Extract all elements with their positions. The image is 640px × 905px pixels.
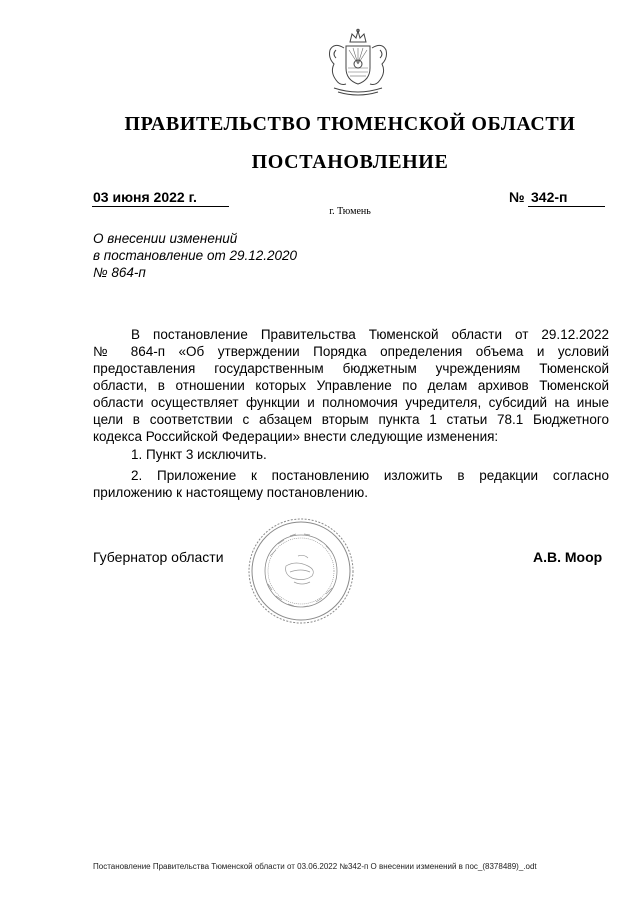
number-sign: № <box>509 189 525 205</box>
government-title: ПРАВИТЕЛЬСТВО ТЮМЕНСКОЙ ОБЛАСТИ <box>124 113 576 135</box>
paragraph-line: предоставления государственным бюджетным учреждениям Тюменской <box>93 361 609 376</box>
document-date: 03 июня 2022 г. <box>93 189 197 205</box>
coat-of-arms-icon <box>316 28 400 98</box>
city-name: г. Тюмень <box>329 206 371 217</box>
list-item-2 <box>93 467 609 501</box>
subject-line: О внесении изменений <box>93 231 238 246</box>
list-item-1: 1. Пункт 3 исключить. <box>131 447 267 462</box>
paragraph-line: В постановление Правительства Тюменской области от 29.12.2022 <box>131 327 609 342</box>
footer-file-info: Постановление Правительства Тюменской области от 03.06.2022 №342-п О внесении изменений в пос_(8378489)_.odt <box>93 862 537 871</box>
main-paragraph <box>93 326 609 445</box>
paragraph-line: области осуществляет функции и полномочия учредителя, субсидий на иные <box>93 395 609 410</box>
official-seal-icon <box>246 516 356 626</box>
paragraph-line: области, в отношении которых Управление по делам архивов Тюменской <box>93 378 609 393</box>
document-type-title: ПОСТАНОВЛЕНИЕ <box>251 151 449 173</box>
item-line: 2. Приложение к постановлению изложить в редакции согласно <box>131 468 609 483</box>
paragraph-line: цели в соответствии с абзацем вторым пункта 1 статьи 78.1 Бюджетного <box>93 412 609 427</box>
document-number: 342-п <box>531 189 568 205</box>
paragraph-line: № 864-п «Об утверждении Порядка определения объема и условий <box>93 344 609 359</box>
paragraph-line: кодекса Российской Федерации» внести следующие изменения: <box>93 429 499 444</box>
item-line: приложению к настоящему постановлению. <box>93 485 368 500</box>
document-subject <box>93 230 297 281</box>
signatory-name: А.В. Моор <box>533 549 603 565</box>
subject-line: № 864-п <box>93 265 146 280</box>
signatory-position: Губернатор области <box>93 549 224 565</box>
subject-line: в постановление от 29.12.2020 <box>93 248 298 263</box>
